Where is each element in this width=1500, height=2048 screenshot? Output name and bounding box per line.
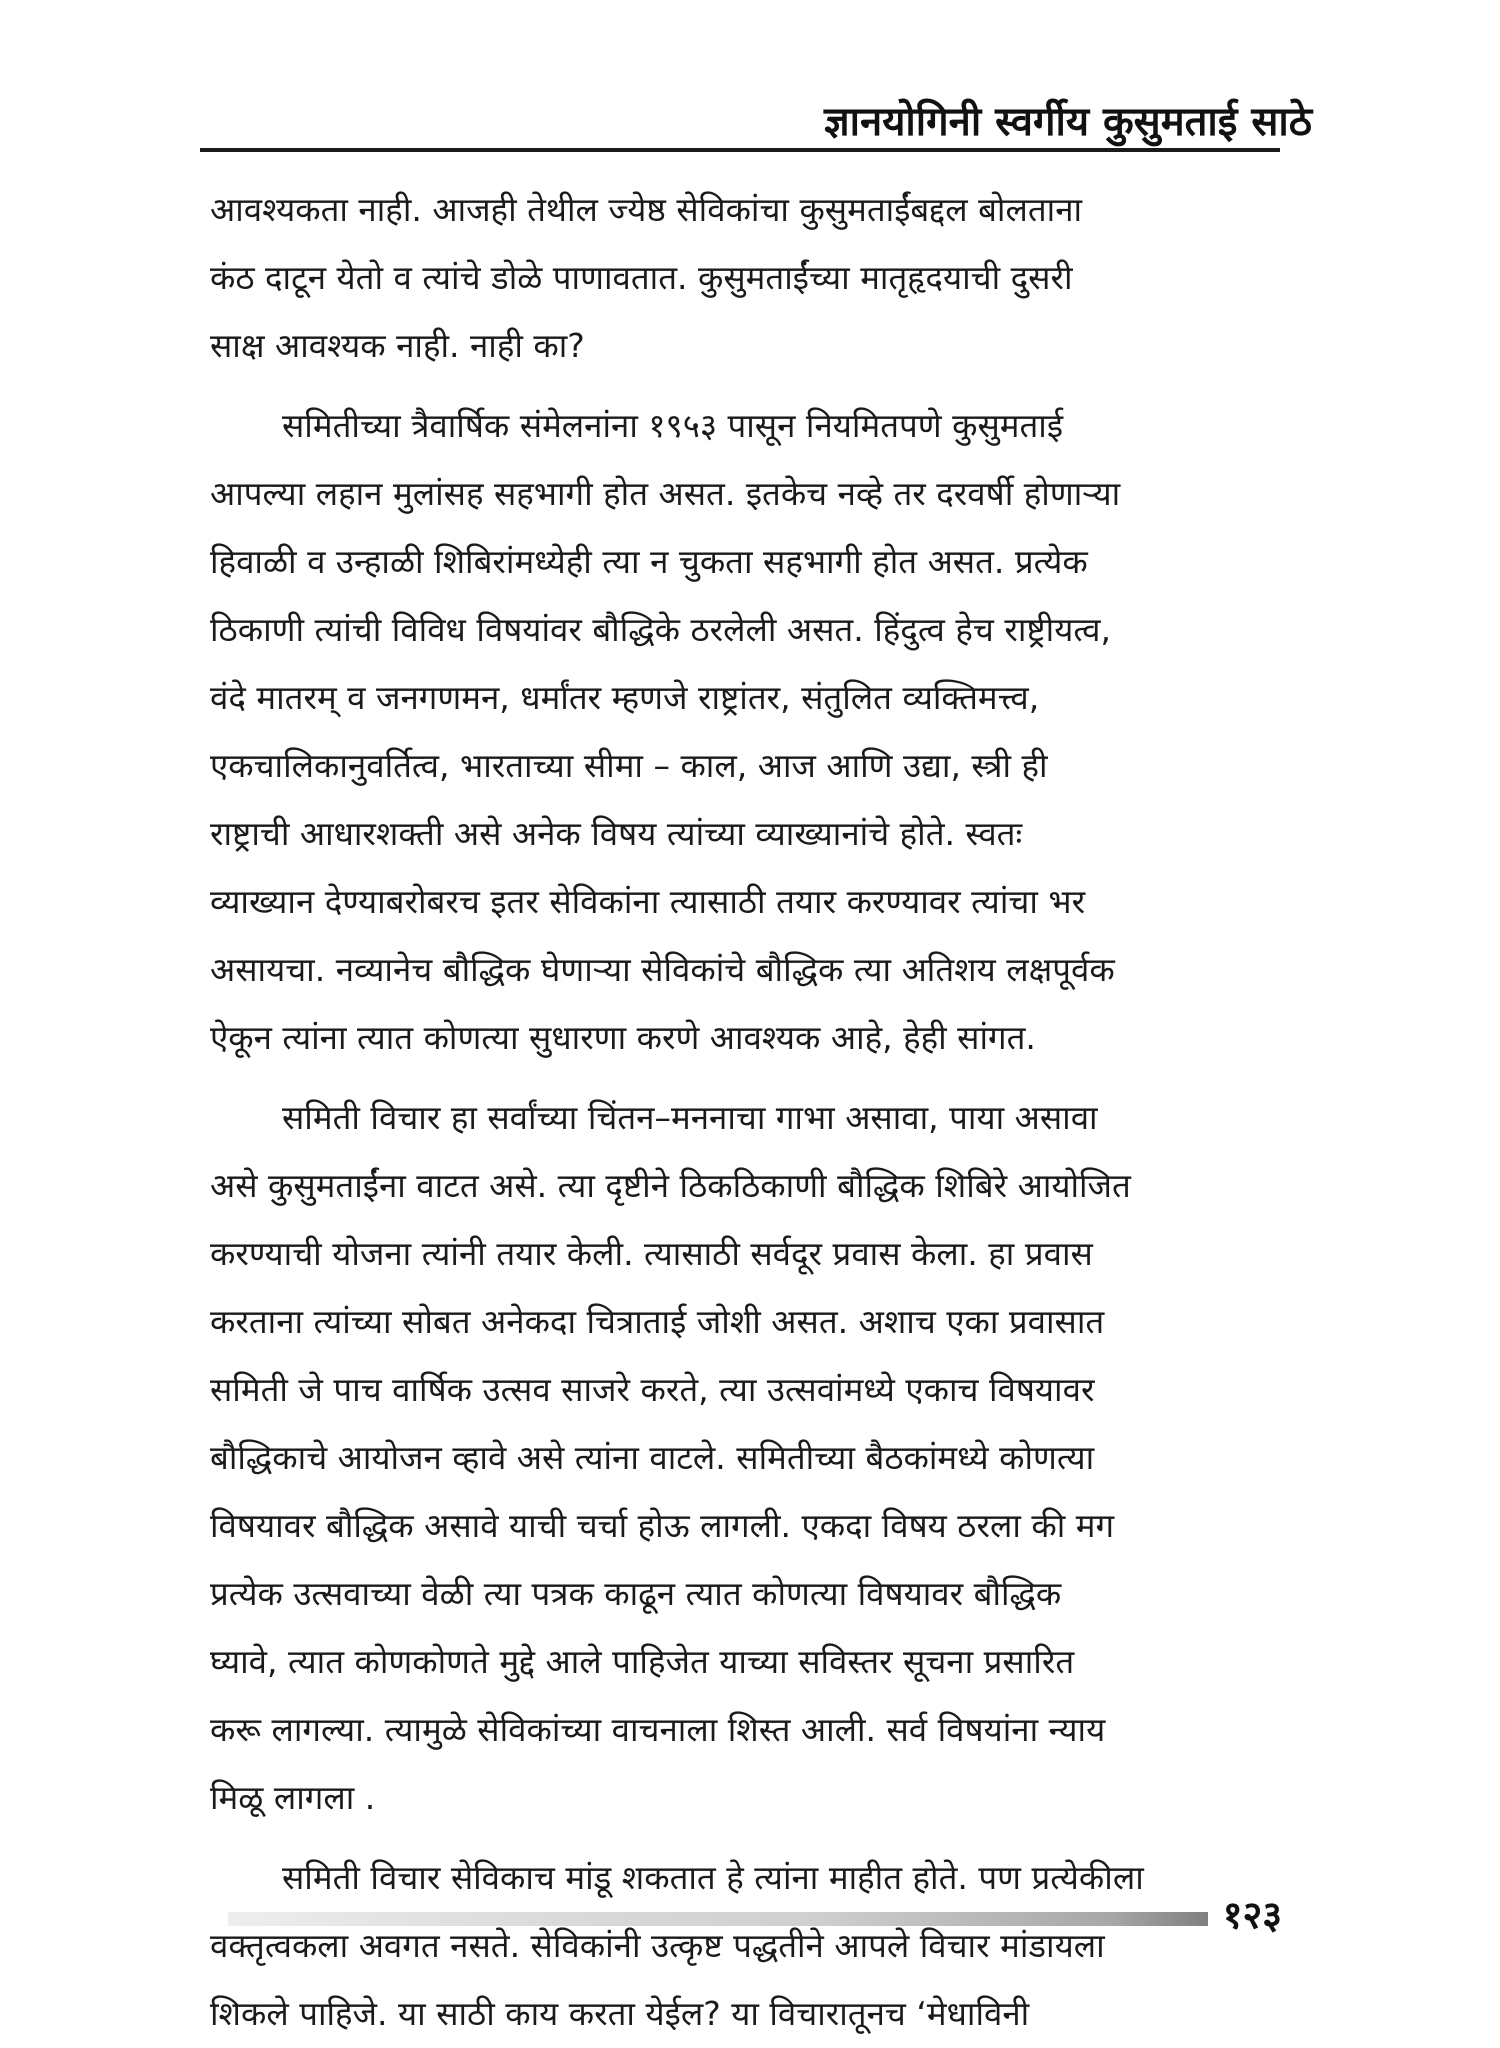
text-line: आवश्यकता नाही. आजही तेथील ज्येष्ठ सेविकांचा कुसुमताईंबद्दल बोलताना	[210, 190, 1083, 229]
text-line: समिती विचार सेविकाच मांडू शकतात हे त्यांना माहीत होते. पण प्रत्येकीला	[282, 1858, 1144, 1897]
running-header: ज्ञानयोगिनी स्वर्गीय कुसुमताई साठे	[824, 99, 1312, 145]
footer-decorative-strip	[228, 1912, 1208, 1926]
text-line: विषयावर बौद्धिक असावे याची चर्चा होऊ लागली. एकदा विषय ठरला की मग	[210, 1506, 1115, 1545]
page-number: १२३	[1222, 1893, 1282, 1937]
text-line: वक्तृत्वकला अवगत नसते. सेविकांनी उत्कृष्ट पद्धतीने आपले विचार मांडायला	[210, 1926, 1105, 1965]
text-line: असायचा. नव्यानेच बौद्धिक घेणाऱ्या सेविकांचे बौद्धिक त्या अतिशय लक्षपूर्वक	[210, 950, 1115, 989]
text-line: हिवाळी व उन्हाळी शिबिरांमध्येही त्या न चुकता सहभागी होत असत. प्रत्येक	[210, 542, 1088, 581]
text-line: समितीच्या त्रैवार्षिक संमेलनांना १९५३ पासून नियमितपणे कुसुमताई	[282, 406, 1064, 445]
text-line: समिती विचार हा सर्वांच्या चिंतन–मननाचा गाभा असावा, पाया असावा	[282, 1098, 1098, 1137]
text-line: वंदे मातरम् व जनगणमन, धर्मांतर म्हणजे राष्ट्रांतर, संतुलित व्यक्तिमत्त्व,	[210, 678, 1040, 717]
text-line: कंठ दाटून येतो व त्यांचे डोळे पाणावतात. कुसुमताईंच्या मातृहृदयाची दुसरी	[210, 258, 1073, 297]
text-line: एकचालिकानुवर्तित्व, भारताच्या सीमा – काल, आज आणि उद्या, स्त्री ही	[210, 746, 1048, 785]
text-line: करण्याची योजना त्यांनी तयार केली. त्यासाठी सर्वदूर प्रवास केला. हा प्रवास	[210, 1234, 1093, 1273]
text-line: समिती जे पाच वार्षिक उत्सव साजरे करते, त्या उत्सवांमध्ये एकाच विषयावर	[210, 1370, 1095, 1409]
text-line: करू लागल्या. त्यामुळे सेविकांच्या वाचनाला शिस्त आली. सर्व विषयांना न्याय	[210, 1710, 1106, 1749]
text-line: आपल्या लहान मुलांसह सहभागी होत असत. इतकेच नव्हे तर दरवर्षी होणाऱ्या	[210, 474, 1121, 513]
text-line: ठिकाणी त्यांची विविध विषयांवर बौद्धिके ठरलेली असत. हिंदुत्व हेच राष्ट्रीयत्व,	[210, 610, 1111, 649]
paragraph	[210, 1844, 1280, 2048]
paragraph	[210, 392, 1280, 1072]
text-line: प्रत्येक उत्सवाच्या वेळी त्या पत्रक काढून त्यात कोणत्या विषयावर बौद्धिक	[210, 1574, 1062, 1613]
header-rule	[200, 148, 1280, 152]
text-line: घ्यावे, त्यात कोणकोणते मुद्दे आले पाहिजेत याच्या सविस्तर सूचना प्रसारित	[210, 1642, 1075, 1681]
text-line: बौद्धिकाचे आयोजन व्हावे असे त्यांना वाटले. समितीच्या बैठकांमध्ये कोणत्या	[210, 1438, 1095, 1477]
text-line: राष्ट्राची आधारशक्ती असे अनेक विषय त्यांच्या व्याख्यानांचे होते. स्वतः	[210, 814, 1023, 853]
text-line: मिळू लागला .	[210, 1778, 376, 1817]
paragraph	[210, 176, 1280, 380]
text-line: असे कुसुमताईंना वाटत असे. त्या दृष्टीने ठिकठिकाणी बौद्धिक शिबिरे आयोजित	[210, 1166, 1131, 1205]
text-line: शिकले पाहिजे. या साठी काय करता येईल? या विचारातूनच ‘मेधाविनी	[210, 1994, 1030, 2033]
text-line: व्याख्यान देण्याबरोबरच इतर सेविकांना त्यासाठी तयार करण्यावर त्यांचा भर	[210, 882, 1086, 921]
text-line: करताना त्यांच्या सोबत अनेकदा चित्राताई जोशी असत. अशाच एका प्रवासात	[210, 1302, 1105, 1341]
paragraph-gap	[210, 1072, 1280, 1084]
text-line: साक्ष आवश्यक नाही. नाही का?	[210, 326, 585, 365]
body-text	[210, 176, 1280, 2048]
text-line: ऐकून त्यांना त्यात कोणत्या सुधारणा करणे आवश्यक आहे, हेही सांगत.	[210, 1018, 1036, 1057]
paragraph	[210, 1084, 1280, 1832]
paragraph-gap	[210, 380, 1280, 392]
paragraph-gap	[210, 1832, 1280, 1844]
